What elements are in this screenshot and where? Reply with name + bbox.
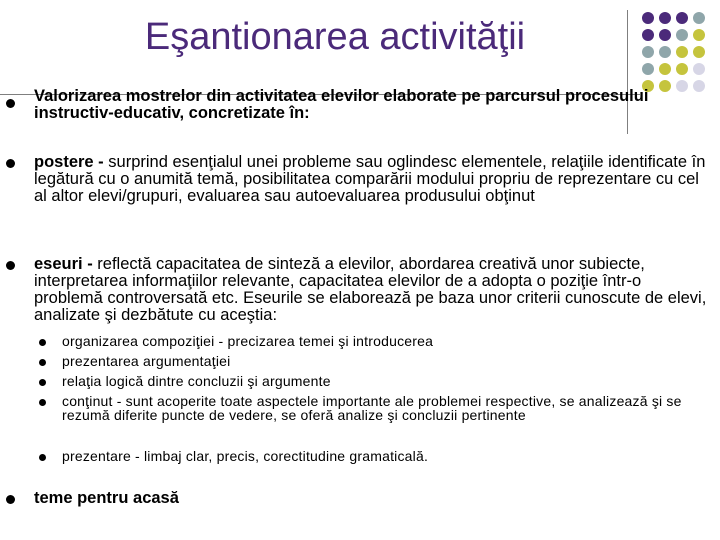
decor-dot (693, 29, 705, 41)
sub-bullet-marker (39, 339, 46, 346)
bullet-lead: postere - (34, 153, 104, 171)
decor-dot (676, 29, 688, 41)
sub-bullet-text: conţinut - sunt acoperite toate aspectele importante ale problemei respective, se analizează şi se rezumă diferite puncte de vedere, se oferă analize şi concluzii pertinente (62, 393, 682, 423)
bullet-text (34, 256, 708, 324)
decor-dot (693, 12, 705, 24)
sub-bullet-marker (39, 379, 46, 386)
decor-dot (693, 63, 705, 75)
decor-dot (659, 46, 671, 58)
decor-dot (676, 46, 688, 58)
bullet-marker (6, 159, 15, 168)
decor-dot (659, 63, 671, 75)
decor-dot (642, 63, 654, 75)
bullet-marker (6, 261, 15, 270)
bullet-body: surprind esenţialul unei probleme sau oglindesc elementele, relaţiile identificate în legătură cu o anumită temă, posibilitatea comparării modului propriu de reprezentare cu cel al altor elevi/grupuri, evaluarea sau autoevaluarea produsului obţinut (34, 153, 706, 205)
slide-title: Eşantionarea activităţii (144, 16, 526, 58)
sub-bullet-text: prezentarea argumentaţiei (62, 353, 231, 369)
sub-bullet-text: organizarea compoziţiei - precizarea temei şi introducerea (62, 333, 434, 349)
bullet-lead: teme pentru acasă (34, 489, 179, 507)
decor-dot (659, 12, 671, 24)
sub-bullet-text: prezentare - limbaj clar, precis, corectitudine gramaticală. (62, 448, 429, 464)
sub-bullet-text: relaţia logică dintre concluzii şi argumente (62, 373, 331, 389)
bullet-text (34, 88, 708, 122)
decor-dot (642, 46, 654, 58)
decor-dot (642, 29, 654, 41)
bullet-main-text: Valorizarea mostrelor din activitatea elevilor elaborate pe parcursul procesului instructiv-educativ, concretizate în: (34, 87, 649, 122)
sub-bullet-marker (39, 454, 46, 461)
decor-dot (659, 29, 671, 41)
decor-dot (693, 46, 705, 58)
bullet-text (34, 154, 708, 205)
decor-dot (676, 63, 688, 75)
bullet-marker (6, 495, 15, 504)
bullet-body: reflectă capacitatea de sinteză a elevilor, abordarea creativă unor subiecte, interpretarea informaţiilor relevante, capacitatea elevilor de a adopta o poziţie într-o problemă controversată etc. Eseurile se elaborează pe baza unor criterii cunoscute de elevi, analizate şi dezbătute cu aceştia: (34, 255, 707, 324)
bullet-text (34, 490, 708, 507)
bullet-marker (6, 99, 15, 108)
sub-bullet-marker (39, 399, 46, 406)
sub-bullet-marker (39, 359, 46, 366)
bullet-lead: eseuri - (34, 255, 93, 273)
decor-dot (642, 12, 654, 24)
decor-dot (676, 12, 688, 24)
